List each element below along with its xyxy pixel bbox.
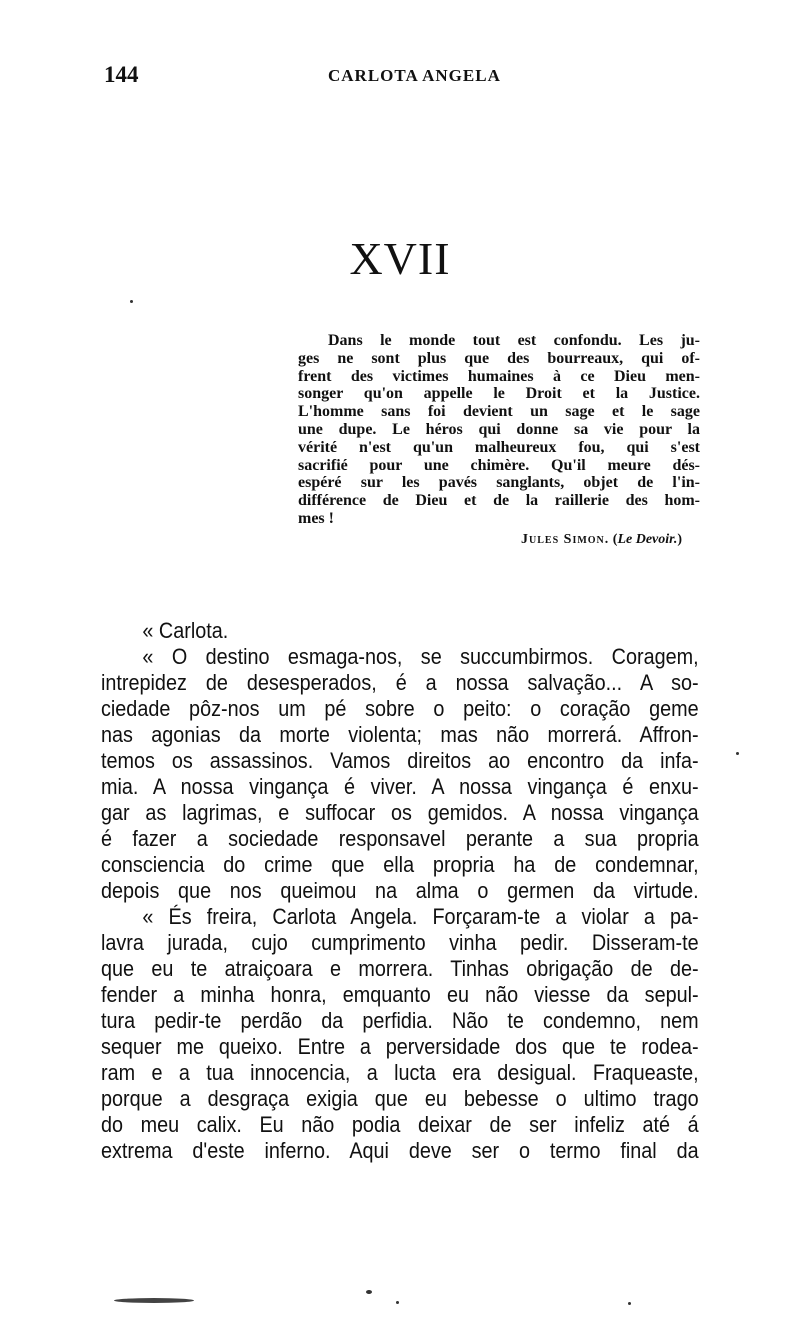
body-line: intrepidez de desesperados, é a nossa salvação... A so-	[101, 670, 699, 695]
body-line: do meu calix. Eu não podia deixar de ser infeliz até á	[101, 1112, 699, 1137]
body-line: temos os assassinos. Vamos direitos ao encontro da infa-	[101, 748, 699, 773]
body-line: fender a minha honra, emquanto eu não viesse da sepul-	[101, 982, 699, 1007]
epigraph-line: L'homme sans foi devient un sage et le sage	[298, 403, 700, 421]
epigraph-work-close: )	[677, 531, 682, 547]
epigraph-line: une dupe. Le héros qui donne sa vie pour la	[298, 420, 700, 438]
epigraph-line: ges ne sont plus que des bourreaux, qui of-	[298, 349, 700, 367]
epigraph-work-open: (	[612, 531, 618, 547]
epigraph	[298, 332, 700, 548]
body-line: que eu te atraiçoara e morrera. Tinhas obrigação de de-	[101, 956, 699, 981]
scan-speck	[628, 1302, 631, 1305]
body-line: extrema d'este inferno. Aqui deve ser o termo final da	[101, 1138, 699, 1163]
epigraph-line: Dans le monde tout est confondu. Les ju-	[328, 332, 700, 349]
epigraph-work: Le Devoir.	[617, 531, 678, 547]
scan-smudge	[114, 1298, 194, 1303]
body-line: depois que nos queimou na alma o germen da virtude.	[101, 878, 699, 903]
body-line: ciedade pôz-nos um pé sobre o peito: o coração geme	[101, 696, 699, 721]
body-line: sequer me queixo. Entre a perversidade dos que te rodea-	[101, 1034, 699, 1059]
epigraph-line: songer qu'on appelle le Droit et la Justice.	[298, 385, 700, 403]
body-line: « És freira, Carlota Angela. Forçaram-te a violar a pa-	[142, 904, 699, 929]
scan-speck	[366, 1290, 372, 1294]
epigraph-line: mes !	[298, 509, 334, 527]
chapter-heading: XVII	[349, 233, 451, 284]
body-line: « O destino esmaga-nos, se succumbirmos. Coragem,	[142, 644, 699, 669]
scan-speck	[130, 300, 133, 303]
body-line: nas agonias da morte violenta; mas não morrerá. Affron-	[101, 722, 699, 747]
body-line: ram e a tua innocencia, a lucta era desigual. Fraqueaste,	[101, 1060, 699, 1085]
body-line: consciencia do crime que ella propria ha de condemnar,	[101, 852, 699, 877]
body-line: « Carlota.	[142, 618, 229, 643]
epigraph-line: espéré sur les pavés sanglants, objet de l'in-	[298, 474, 700, 492]
epigraph-author: Jules Simon.	[521, 531, 610, 547]
scan-speck	[736, 752, 739, 755]
body-text	[101, 618, 699, 1164]
epigraph-attribution	[298, 532, 700, 548]
page-number: 144	[104, 62, 139, 87]
body-line: mia. A nossa vingança é viver. A nossa vingança é enxu-	[101, 774, 699, 799]
epigraph-line: sacrifié pour une chimère. Qu'il meure dés-	[298, 456, 700, 474]
running-title: CARLOTA ANGELA	[328, 66, 501, 85]
epigraph-line: différence de Dieu et de la raillerie des hom-	[298, 492, 700, 510]
body-line: é fazer a sociedade responsavel perante a sua propria	[101, 826, 699, 851]
body-line: tura pedir-te perdão da perfidia. Não te condemno, nem	[101, 1008, 699, 1033]
body-line: porque a desgraça exigia que eu bebesse o ultimo trago	[101, 1086, 699, 1111]
epigraph-line: vérité n'est qu'un malheureux fou, qui s'est	[298, 438, 700, 456]
scan-speck	[396, 1301, 399, 1304]
epigraph-line: frent des victimes humaines à ce Dieu men-	[298, 367, 700, 385]
body-line: lavra jurada, cujo cumprimento vinha pedir. Disseram-te	[101, 930, 699, 955]
body-line: gar as lagrimas, e suffocar os gemidos. A nossa vingança	[101, 800, 699, 825]
